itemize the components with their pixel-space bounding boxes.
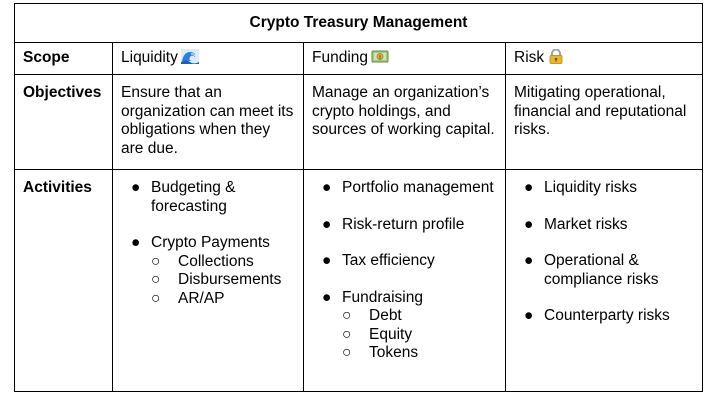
activity-item: [121, 234, 295, 308]
activity-sublist: [151, 253, 295, 309]
activity-subitem-text: Equity: [369, 325, 413, 343]
activity-subitem-text: Debt: [369, 307, 402, 324]
treasury-table: [14, 3, 703, 392]
bullet-icon: ●: [322, 179, 332, 196]
activity-subitem: [151, 290, 295, 309]
activity-text: Liquidity risks: [544, 179, 638, 196]
activities-risk-cell: [506, 170, 703, 392]
header-cell-liquidity: [113, 43, 304, 75]
lock-icon: [547, 49, 565, 64]
activity-item: [514, 252, 694, 289]
objectives-row: [15, 75, 703, 170]
activity-subitem: [151, 253, 295, 272]
header-scope-label: Scope: [23, 49, 70, 67]
activity-subitem: [342, 307, 497, 326]
activities-liquidity-cell: [113, 170, 304, 392]
sub-bullet-icon: ○: [151, 252, 161, 270]
header-funding-label: Funding: [312, 49, 369, 67]
activities-row: [15, 170, 703, 392]
activities-head-cell: [15, 170, 113, 392]
header-cell-funding: [304, 43, 506, 75]
bullet-icon: ●: [524, 179, 534, 196]
bullet-icon: ●: [322, 215, 332, 233]
activities-risk-list: [514, 179, 694, 326]
activity-text: Counterparty risks: [544, 307, 670, 324]
objectives-funding-cell: [304, 75, 506, 170]
activity-sublist: [342, 307, 497, 363]
svg-text:$: $: [378, 54, 382, 61]
activity-text: Tax efficiency: [342, 252, 435, 269]
objectives-label: Objectives: [23, 84, 102, 101]
activities-funding-cell: [304, 170, 506, 392]
bullet-icon: ●: [524, 307, 534, 324]
bullet-icon: ●: [524, 215, 534, 233]
bullet-icon: ●: [131, 179, 141, 196]
bullet-icon: ●: [322, 252, 332, 269]
sub-bullet-icon: ○: [342, 344, 352, 361]
activity-subitem: [342, 326, 497, 345]
money-icon: [371, 49, 389, 64]
activity-item: [514, 216, 694, 235]
activity-subitem: [342, 344, 497, 363]
activity-item: [312, 216, 497, 235]
activities-funding-list: [312, 179, 497, 363]
objectives-funding-text: Manage an organization’s crypto holdings, and sources of working capital.: [312, 84, 495, 138]
activity-text: Crypto Payments: [151, 234, 270, 251]
activity-subitem-text: Collections: [178, 252, 254, 270]
activity-text: Operational & compliance risks: [544, 252, 659, 288]
wave-icon: [181, 49, 199, 64]
header-liquidity-label: Liquidity: [121, 49, 178, 67]
activity-subitem-text: Disbursements: [178, 271, 282, 288]
activity-item: [312, 252, 497, 271]
sub-bullet-icon: ○: [342, 325, 352, 343]
bullet-icon: ●: [524, 252, 534, 269]
title-row: [15, 4, 703, 43]
header-row: [15, 43, 703, 75]
bullet-icon: ●: [322, 288, 332, 306]
sub-bullet-icon: ○: [342, 307, 352, 324]
activity-subitem-text: AR/AP: [178, 289, 225, 307]
activity-item: [312, 179, 497, 198]
activity-subitem: [151, 271, 295, 290]
objectives-liquidity-text: Ensure that an organization can meet its obligations when they are due.: [121, 84, 294, 157]
sub-bullet-icon: ○: [151, 289, 161, 307]
bullet-icon: ●: [131, 234, 141, 251]
objectives-risk-cell: [506, 75, 703, 170]
header-cell-risk: [506, 43, 703, 75]
activity-text: Market risks: [544, 215, 628, 233]
header-cell-scope: [15, 43, 113, 75]
objectives-risk-text: Mitigating operational, financial and reputational risks.: [514, 84, 687, 138]
table-title: Crypto Treasury Management: [15, 4, 703, 43]
objectives-head-cell: [15, 75, 113, 170]
activities-label: Activities: [23, 179, 92, 196]
activity-text: Budgeting & forecasting: [151, 179, 236, 215]
activity-text: Risk-return profile: [342, 215, 465, 233]
activity-item: [312, 289, 497, 363]
activity-subitem-text: Tokens: [369, 344, 419, 361]
activity-text: Portfolio management: [342, 179, 494, 196]
sub-bullet-icon: ○: [151, 271, 161, 288]
objectives-liquidity-cell: [113, 75, 304, 170]
activities-liquidity-list: [121, 179, 295, 308]
activity-item: [121, 179, 295, 216]
activity-text: Fundraising: [342, 288, 423, 306]
header-risk-label: Risk: [514, 49, 545, 67]
activity-item: [514, 307, 694, 326]
activity-item: [514, 179, 694, 198]
